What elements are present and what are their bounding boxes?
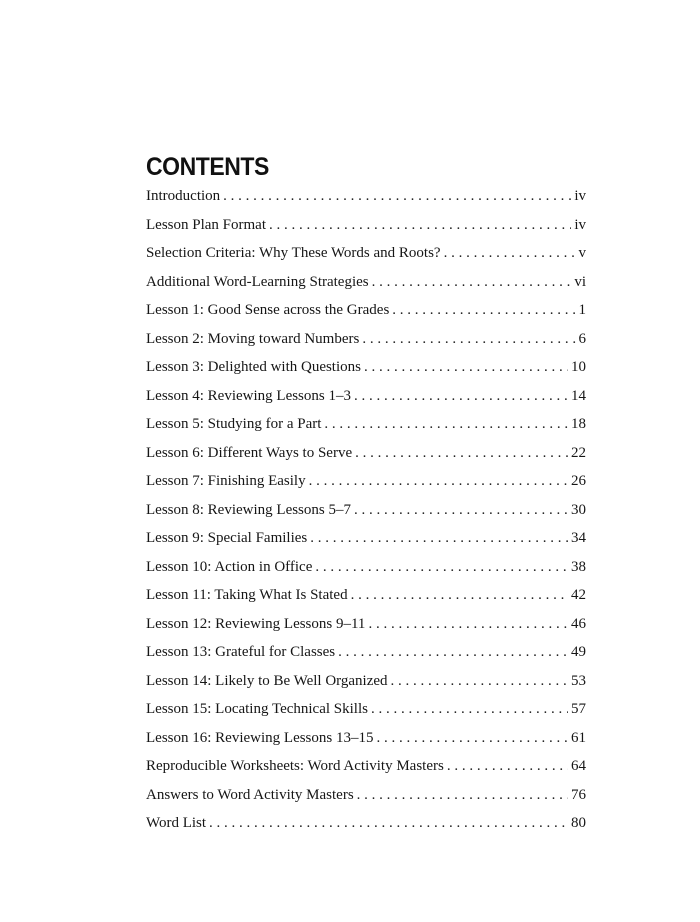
toc-entry-title: Lesson 12: Reviewing Lessons 9–11 <box>146 615 366 632</box>
toc-entry-page: 49 <box>571 644 586 660</box>
toc-entry-page: 46 <box>571 615 586 632</box>
toc-entry-page: 1 <box>578 302 586 318</box>
toc-entry-page: 22 <box>571 444 586 461</box>
toc-entry-page: 38 <box>571 558 586 575</box>
toc-entry-page: 14 <box>571 387 586 404</box>
toc-dot-leader <box>447 758 568 775</box>
toc-dot-leader <box>364 359 568 376</box>
toc-dot-leader <box>324 416 568 433</box>
toc-entry-title: Lesson Plan Format <box>146 216 266 233</box>
toc-entry-page: 64 <box>571 758 586 774</box>
toc-entry-title: Additional Word-Learning Strategies <box>146 273 369 290</box>
toc-dot-leader <box>371 701 568 718</box>
toc-entry-page: v <box>578 245 586 261</box>
toc-dot-leader <box>357 787 568 804</box>
toc-entry-title: Lesson 7: Finishing Easily <box>146 473 306 489</box>
toc-dot-leader <box>444 245 576 262</box>
toc-entry-lesson-7[interactable] <box>146 473 586 502</box>
toc-entry-lesson-4[interactable] <box>146 388 586 417</box>
toc-entry-page: 76 <box>571 786 586 803</box>
toc-entry-page: 18 <box>571 416 586 432</box>
toc-entry-title: Word List <box>146 815 207 831</box>
toc-entry-title: Lesson 3: Delighted with Questions <box>146 359 361 375</box>
toc-entry-lesson-8[interactable] <box>146 502 586 531</box>
toc-dot-leader <box>269 217 571 234</box>
toc-entry-lesson-11[interactable] <box>146 587 586 616</box>
toc-dot-leader <box>338 644 568 661</box>
toc-entry-page: 57 <box>571 701 586 717</box>
toc-entry-lesson-16[interactable] <box>146 730 586 759</box>
toc-entry-answers[interactable] <box>146 787 586 816</box>
toc-entry-title: Reproducible Worksheets: Word Activity Masters <box>146 758 444 774</box>
toc-entry-page: 42 <box>571 587 586 603</box>
toc-dot-leader <box>372 274 572 291</box>
toc-entry-lesson-10[interactable] <box>146 559 586 588</box>
toc-entry-lesson-9[interactable] <box>146 530 586 559</box>
toc-dot-leader <box>368 616 568 633</box>
toc-entry-lesson-2[interactable] <box>146 331 586 360</box>
toc-entry-title: Lesson 4: Reviewing Lessons 1–3 <box>146 387 351 404</box>
toc-dot-leader <box>376 730 568 747</box>
toc-dot-leader <box>309 473 568 490</box>
toc-entry-lesson-15[interactable] <box>146 701 586 730</box>
toc-dot-leader <box>223 188 571 205</box>
contents-heading: CONTENTS <box>146 153 269 181</box>
toc-entry-lesson-6[interactable] <box>146 445 586 474</box>
toc-entry-lesson-3[interactable] <box>146 359 586 388</box>
toc-dot-leader <box>355 445 568 462</box>
toc-entry-title: Lesson 10: Action in Office <box>146 558 313 575</box>
toc-entry-lesson-1[interactable] <box>146 302 586 331</box>
toc-entry-title: Lesson 2: Moving toward Numbers <box>146 330 360 347</box>
toc-dot-leader <box>392 302 575 319</box>
toc-entry-page: 10 <box>571 359 586 375</box>
toc-entry-word-learning-strategies[interactable] <box>146 274 586 303</box>
toc-entry-page: 53 <box>571 672 586 689</box>
toc-entry-title: Lesson 11: Taking What Is Stated <box>146 587 348 603</box>
toc-entry-lesson-12[interactable] <box>146 616 586 645</box>
toc-entry-lesson-plan-format[interactable] <box>146 217 586 246</box>
toc-entry-page: 26 <box>571 473 586 489</box>
toc-entry-title: Answers to Word Activity Masters <box>146 786 354 803</box>
toc-entry-title: Lesson 15: Locating Technical Skills <box>146 701 368 717</box>
toc-entry-title: Lesson 16: Reviewing Lessons 13–15 <box>146 729 374 746</box>
toc-entry-page: vi <box>574 273 586 290</box>
toc-dot-leader <box>209 815 568 832</box>
toc-entry-title: Lesson 8: Reviewing Lessons 5–7 <box>146 501 351 518</box>
toc-entry-lesson-13[interactable] <box>146 644 586 673</box>
toc-dot-leader <box>315 559 568 576</box>
toc-entry-lesson-5[interactable] <box>146 416 586 445</box>
toc-entry-title: Lesson 14: Likely to Be Well Organized <box>146 672 388 689</box>
toc-entry-title: Lesson 6: Different Ways to Serve <box>146 444 353 461</box>
toc-dot-leader <box>391 673 568 690</box>
toc-dot-leader <box>310 530 568 547</box>
table-of-contents <box>146 188 586 844</box>
toc-entry-page: iv <box>574 216 586 233</box>
toc-entry-page: 30 <box>571 501 586 518</box>
toc-entry-title: Lesson 13: Grateful for Classes <box>146 644 336 660</box>
toc-dot-leader <box>354 502 568 519</box>
toc-entry-introduction[interactable] <box>146 188 586 217</box>
toc-entry-page: 61 <box>571 729 586 746</box>
toc-entry-title: Lesson 9: Special Families <box>146 530 308 546</box>
toc-entry-title: Selection Criteria: Why These Words and Roots? <box>146 245 441 261</box>
toc-dot-leader <box>362 331 575 348</box>
toc-entry-title: Introduction <box>146 188 221 204</box>
toc-entry-selection-criteria[interactable] <box>146 245 586 274</box>
toc-entry-lesson-14[interactable] <box>146 673 586 702</box>
toc-entry-page: 6 <box>578 330 586 347</box>
toc-entry-page: iv <box>574 188 586 204</box>
toc-entry-title: Lesson 5: Studying for a Part <box>146 416 322 432</box>
toc-entry-word-list[interactable] <box>146 815 586 844</box>
toc-dot-leader <box>354 388 568 405</box>
toc-entry-page: 34 <box>571 530 586 546</box>
toc-dot-leader <box>351 587 568 604</box>
toc-entry-reproducible-worksheets[interactable] <box>146 758 586 787</box>
toc-entry-page: 80 <box>571 815 586 831</box>
toc-entry-title: Lesson 1: Good Sense across the Grades <box>146 302 390 318</box>
